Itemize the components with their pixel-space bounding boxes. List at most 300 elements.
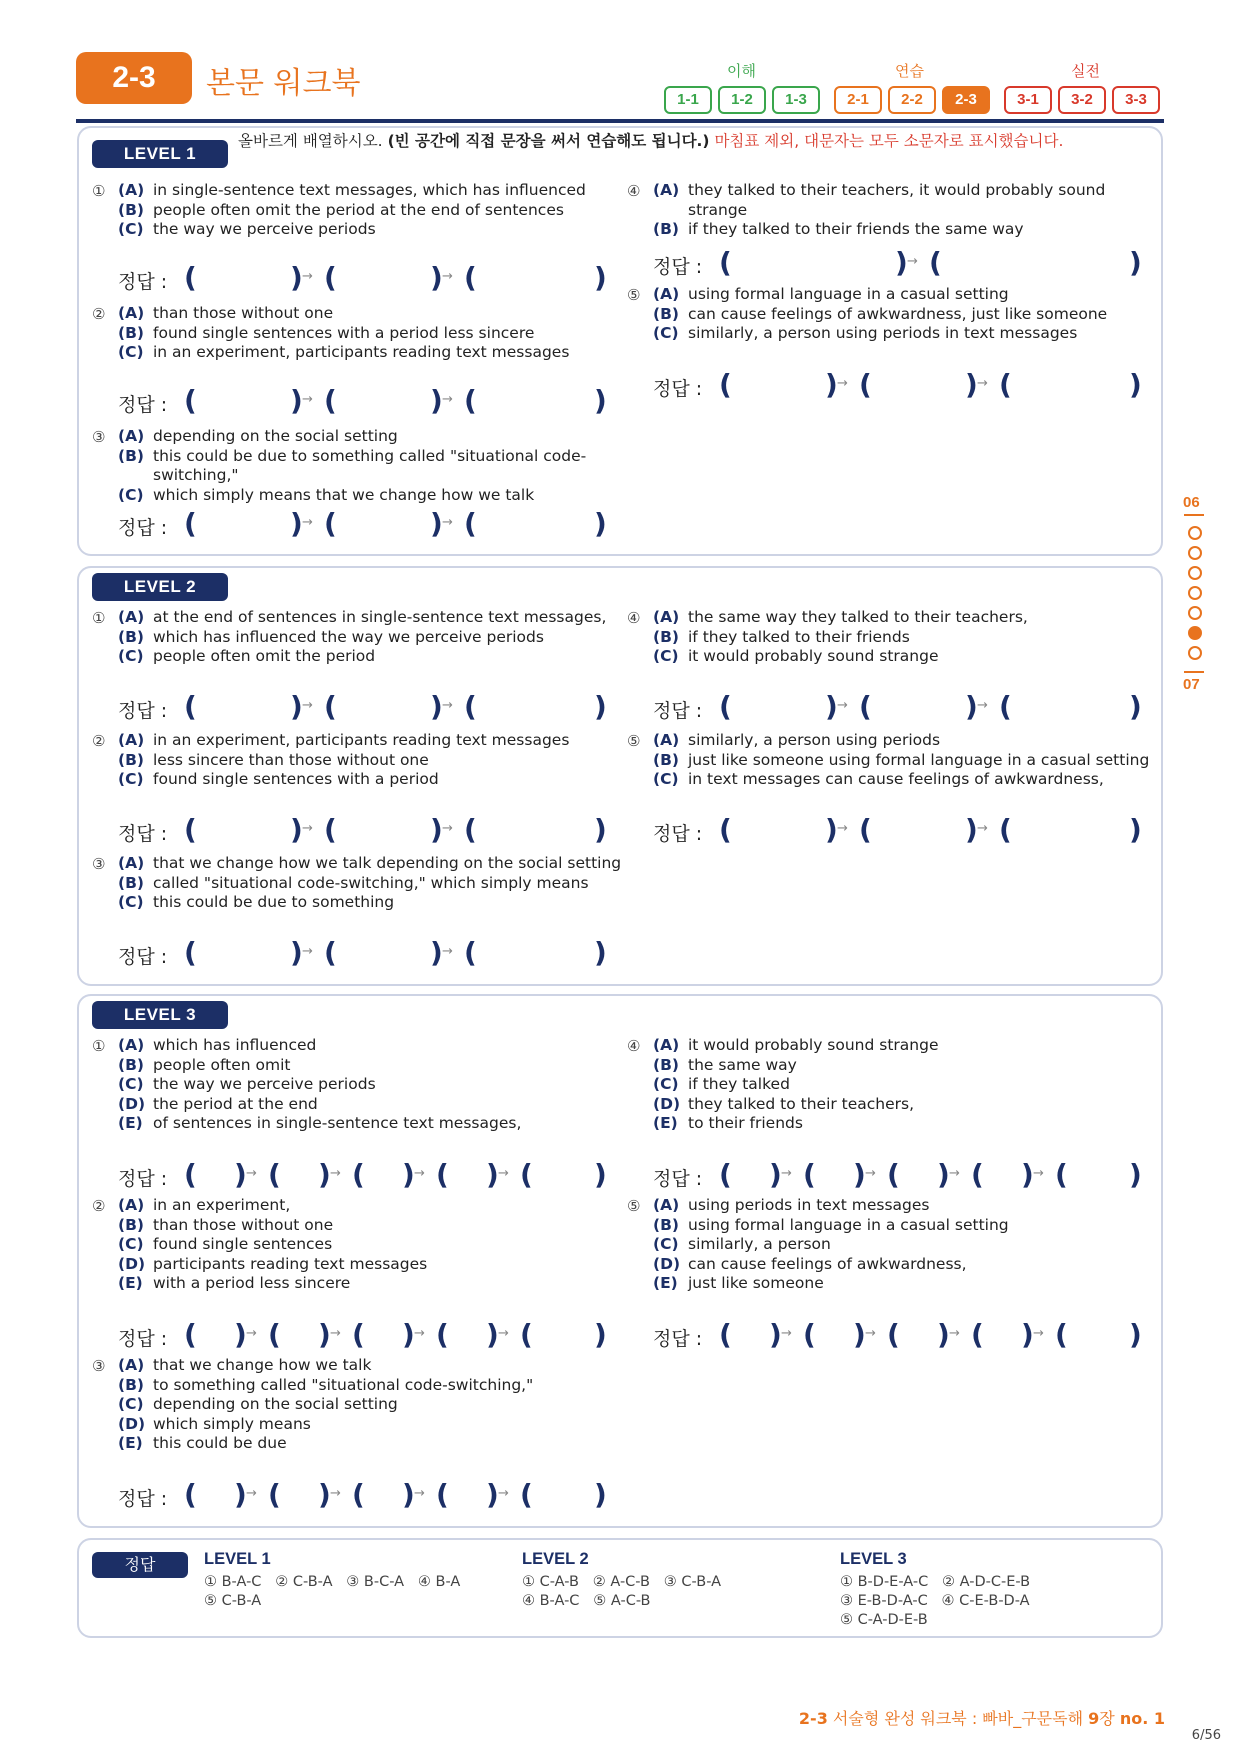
- choice-item: [118, 1196, 628, 1216]
- choice-tag: (B): [118, 750, 144, 769]
- close-paren: ): [594, 507, 607, 540]
- open-paren: (: [999, 813, 1012, 846]
- choice-tag: (B): [118, 446, 144, 465]
- choice-tag: (A): [118, 1356, 145, 1374]
- arrow-icon: →: [442, 944, 453, 959]
- open-paren: (: [324, 384, 337, 417]
- close-paren: ): [1021, 1158, 1034, 1191]
- open-paren: (: [436, 1158, 449, 1191]
- close-paren: ): [486, 1318, 499, 1351]
- arrow-icon: →: [414, 1486, 425, 1501]
- arrow-icon: →: [302, 944, 313, 959]
- choice-item: [118, 1255, 628, 1275]
- open-paren: (: [268, 1318, 281, 1351]
- choice-text: which has influenced the way we perceive periods: [153, 627, 544, 646]
- close-paren: ): [594, 384, 607, 417]
- choice-text: similarly, a person using periods in text messages: [688, 324, 1078, 342]
- choice-item: [653, 181, 1163, 220]
- choice-item: [653, 1095, 1163, 1115]
- arrow-icon: →: [246, 1326, 257, 1341]
- choice-item: [118, 1356, 628, 1376]
- answer-label: 정답 :: [118, 394, 168, 416]
- answer-key-level2-line: ① C-A-B ② A-C-B ③ C-B-A: [522, 1574, 722, 1590]
- arrow-icon: →: [302, 392, 313, 407]
- choice-text: it would probably sound strange: [688, 1036, 939, 1054]
- level2-question-1: [92, 608, 628, 667]
- answer-key-level3-line: ① B-D-E-A-C ② A-D-C-E-B: [840, 1574, 1031, 1590]
- choice-item: [118, 1395, 628, 1415]
- open-paren: (: [999, 690, 1012, 723]
- close-paren: ): [318, 1318, 331, 1351]
- choice-item: [118, 324, 628, 344]
- open-paren: (: [464, 813, 477, 846]
- choice-tag: (C): [118, 485, 144, 504]
- choice-tag: (A): [653, 731, 680, 749]
- nav-button-2-1[interactable]: 2-1: [834, 86, 882, 114]
- level1-answer-2[interactable]: [118, 386, 608, 418]
- answer-key-level1-line: ⑤ C-B-A: [204, 1593, 262, 1609]
- arrow-icon: →: [907, 254, 918, 269]
- close-paren: ): [1129, 1158, 1142, 1191]
- choice-item: [118, 181, 628, 201]
- arrow-icon: →: [442, 698, 453, 713]
- choice-tag: (D): [653, 1254, 681, 1273]
- question-number: ①: [92, 609, 106, 627]
- arrow-icon: →: [837, 376, 848, 391]
- choice-text: that we change how we talk depending on the social setting: [153, 854, 622, 872]
- open-paren: (: [352, 1158, 365, 1191]
- question-number: ②: [92, 732, 106, 750]
- open-paren: (: [352, 1318, 365, 1351]
- arrow-icon: →: [246, 1486, 257, 1501]
- side-nav-dot[interactable]: [1188, 566, 1202, 580]
- level2-question-2: [92, 731, 628, 790]
- arrow-icon: →: [865, 1326, 876, 1341]
- choice-tag: (C): [653, 770, 679, 788]
- choice-text: this could be due to something called "situational code-switching,": [153, 446, 587, 484]
- nav-button-1-3[interactable]: 1-3: [772, 86, 820, 114]
- choice-tag: (B): [118, 1055, 144, 1074]
- open-paren: (: [719, 1158, 732, 1191]
- nav-button-2-2[interactable]: 2-2: [888, 86, 936, 114]
- choice-item: [653, 1075, 1163, 1095]
- choice-text: people often omit: [153, 1055, 291, 1074]
- close-paren: ): [430, 261, 443, 294]
- level2-answer-3[interactable]: [118, 938, 608, 970]
- close-paren: ): [769, 1318, 782, 1351]
- open-paren: (: [184, 813, 197, 846]
- choice-item: [118, 608, 628, 628]
- side-nav-dot[interactable]: [1188, 626, 1202, 640]
- answer-key-level1: [204, 1550, 460, 1611]
- open-paren: (: [803, 1158, 816, 1191]
- answer-label: 정답 :: [653, 1328, 703, 1350]
- choice-text: people often omit the period: [153, 647, 376, 665]
- choice-item: [653, 1114, 1163, 1134]
- choice-text: found single sentences: [153, 1235, 333, 1253]
- choice-text: in an experiment, participants reading text messages: [153, 731, 570, 749]
- choice-item: [118, 1415, 628, 1435]
- arrow-icon: →: [330, 1326, 341, 1341]
- close-paren: ): [895, 246, 908, 279]
- nav-button-1-1[interactable]: 1-1: [664, 86, 712, 114]
- close-paren: ): [430, 384, 443, 417]
- choice-item: [118, 220, 628, 240]
- open-paren: (: [999, 368, 1012, 401]
- answer-label: 정답 :: [653, 1168, 703, 1190]
- close-paren: ): [594, 690, 607, 723]
- choice-tag: (A): [118, 427, 145, 445]
- level3-question-2: [92, 1196, 628, 1294]
- choice-item: [118, 1216, 628, 1236]
- choice-tag: (B): [118, 200, 144, 219]
- choice-tag: (A): [118, 731, 145, 749]
- choice-text: using periods in text messages: [688, 1196, 930, 1214]
- choice-text: they talked to their teachers, it would probably sound strange: [688, 181, 1106, 219]
- choice-tag: (C): [653, 1075, 679, 1093]
- choice-item: [118, 201, 628, 221]
- level3-answer-5[interactable]: [653, 1320, 1143, 1352]
- group-label-understand: 이해: [727, 62, 756, 80]
- instruction: 올바르게 배열하시오. (빈 공간에 직접 문장을 써서 연습해도 됩니다.) 마침표 제외, 대문자는 모두 소문자로 표시했습니다.: [238, 132, 1064, 150]
- close-paren: ): [430, 813, 443, 846]
- arrow-icon: →: [302, 515, 313, 530]
- choice-tag: (C): [118, 893, 144, 911]
- side-nav-dot[interactable]: [1188, 646, 1202, 660]
- level1-question-5: [627, 285, 1163, 344]
- open-paren: (: [268, 1478, 281, 1511]
- close-paren: ): [594, 261, 607, 294]
- choice-tag: (C): [653, 647, 679, 665]
- choice-item: [653, 324, 1163, 344]
- close-paren: ): [430, 507, 443, 540]
- arrow-icon: →: [330, 1486, 341, 1501]
- answer-label: 정답 :: [118, 1328, 168, 1350]
- open-paren: (: [184, 1318, 197, 1351]
- level3-badge: LEVEL 3: [92, 1001, 228, 1029]
- arrow-icon: →: [442, 515, 453, 530]
- choice-item: [653, 1216, 1163, 1236]
- side-nav-dot[interactable]: [1188, 546, 1202, 560]
- arrow-icon: →: [498, 1326, 509, 1341]
- choice-text: found single sentences with a period less sincere: [153, 323, 535, 342]
- answer-key-level2-title: LEVEL 2: [522, 1550, 589, 1568]
- arrow-icon: →: [1033, 1326, 1044, 1341]
- answer-label: 정답 :: [118, 700, 168, 722]
- arrow-icon: →: [949, 1166, 960, 1181]
- answer-key-level1-title: LEVEL 1: [204, 1550, 271, 1568]
- choice-item: [653, 1196, 1163, 1216]
- choice-tag: (A): [653, 285, 680, 303]
- choice-text: found single sentences with a period: [153, 770, 439, 788]
- close-paren: ): [430, 936, 443, 969]
- choice-tag: (C): [118, 220, 144, 238]
- choice-item: [653, 1036, 1163, 1056]
- open-paren: (: [324, 690, 337, 723]
- choice-text: it would probably sound strange: [688, 647, 939, 665]
- level1-question-4: [627, 181, 1163, 240]
- nav-button-2-3-active[interactable]: 2-3: [942, 86, 990, 114]
- side-nav-dot[interactable]: [1188, 526, 1202, 540]
- choice-text: just like someone using formal language in a casual setting: [688, 750, 1150, 769]
- choice-text: than those without one: [153, 304, 334, 322]
- close-paren: ): [594, 813, 607, 846]
- level2-badge: LEVEL 2: [92, 573, 228, 601]
- close-paren: ): [1021, 1318, 1034, 1351]
- choice-text: in an experiment, participants reading text messages: [153, 343, 570, 361]
- open-paren: (: [803, 1318, 816, 1351]
- level3-question-4: [627, 1036, 1163, 1134]
- close-paren: ): [937, 1318, 950, 1351]
- level3-question-5: [627, 1196, 1163, 1294]
- open-paren: (: [719, 690, 732, 723]
- close-paren: ): [290, 690, 303, 723]
- choice-text: in single-sentence text messages, which has influenced: [153, 181, 586, 199]
- choice-tag: (A): [653, 608, 680, 626]
- choice-item: [118, 731, 628, 751]
- choice-tag: (A): [118, 1036, 145, 1054]
- choice-tag: (B): [653, 1055, 679, 1074]
- close-paren: ): [290, 261, 303, 294]
- choice-item: [118, 343, 628, 363]
- choice-tag: (A): [653, 1196, 680, 1214]
- choice-tag: (E): [118, 1114, 143, 1132]
- arrow-icon: →: [977, 698, 988, 713]
- arrow-icon: →: [977, 376, 988, 391]
- choice-text: which simply means that we change how we talk: [153, 485, 535, 504]
- close-paren: ): [965, 813, 978, 846]
- answer-key-badge: 정답: [92, 1552, 188, 1578]
- choice-item: [118, 1114, 628, 1134]
- choice-tag: (D): [118, 1094, 146, 1113]
- level1-question-1: [92, 181, 628, 240]
- close-paren: ): [402, 1478, 415, 1511]
- answer-label: 정답 :: [118, 823, 168, 845]
- choice-text: the same way: [688, 1055, 797, 1074]
- open-paren: (: [719, 813, 732, 846]
- open-paren: (: [719, 368, 732, 401]
- group-label-real: 실전: [1071, 62, 1100, 80]
- answer-label: 정답 :: [653, 700, 703, 722]
- arrow-icon: →: [865, 1166, 876, 1181]
- choice-text: the same way they talked to their teachers,: [688, 608, 1028, 626]
- choice-tag: (C): [118, 647, 144, 665]
- choice-item: [118, 628, 628, 648]
- level1-answer-3[interactable]: [118, 509, 608, 541]
- close-paren: ): [486, 1158, 499, 1191]
- choice-item: [653, 628, 1163, 648]
- choice-item: [118, 1095, 628, 1115]
- question-number: ⑤: [627, 1197, 641, 1215]
- choice-item: [118, 1235, 628, 1255]
- arrow-icon: →: [442, 392, 453, 407]
- choice-item: [118, 770, 628, 790]
- header-divider: [76, 119, 1164, 123]
- open-paren: (: [971, 1158, 984, 1191]
- arrow-icon: →: [949, 1326, 960, 1341]
- choice-tag: (C): [653, 324, 679, 342]
- choice-text: similarly, a person: [688, 1235, 831, 1253]
- choice-tag: (B): [653, 220, 679, 238]
- open-paren: (: [184, 261, 197, 294]
- choice-tag: (B): [653, 304, 679, 323]
- choice-text: people often omit the period at the end of sentences: [153, 200, 564, 219]
- nav-button-3-1[interactable]: 3-1: [1004, 86, 1052, 114]
- question-number: ③: [92, 855, 106, 873]
- arrow-icon: →: [498, 1166, 509, 1181]
- choice-text: which has influenced: [153, 1036, 317, 1054]
- choice-item: [653, 305, 1163, 325]
- open-paren: (: [436, 1478, 449, 1511]
- choice-text: they talked to their teachers,: [688, 1094, 915, 1113]
- open-paren: (: [184, 1158, 197, 1191]
- choice-item: [118, 893, 628, 913]
- close-paren: ): [769, 1158, 782, 1191]
- answer-key-level3-line: ③ E-B-D-A-C ④ C-E-B-D-A: [840, 1593, 1030, 1609]
- level1-answer-4[interactable]: [653, 248, 1143, 280]
- choice-item: [653, 770, 1163, 790]
- open-paren: (: [520, 1318, 533, 1351]
- choice-text: using formal language in a casual setting: [688, 285, 1009, 303]
- open-paren: (: [464, 507, 477, 540]
- choice-text: using formal language in a casual setting: [688, 1215, 1009, 1234]
- choice-text: which simply means: [153, 1414, 311, 1433]
- open-paren: (: [520, 1478, 533, 1511]
- level2-question-3: [92, 854, 628, 913]
- answer-key-level2: [522, 1550, 721, 1611]
- answer-key-level2-line: ④ B-A-C ⑤ A-C-B: [522, 1593, 651, 1609]
- close-paren: ): [402, 1318, 415, 1351]
- choice-item: [118, 874, 628, 894]
- choice-item: [653, 731, 1163, 751]
- choice-item: [118, 304, 628, 324]
- side-nav-dot[interactable]: [1188, 586, 1202, 600]
- choice-tag: (B): [653, 1215, 679, 1234]
- close-paren: ): [1129, 1318, 1142, 1351]
- nav-button-3-2[interactable]: 3-2: [1058, 86, 1106, 114]
- level2-answer-5[interactable]: [653, 815, 1143, 847]
- open-paren: (: [184, 507, 197, 540]
- choice-tag: (D): [118, 1414, 146, 1433]
- choice-tag: (E): [118, 1274, 143, 1292]
- open-paren: (: [324, 261, 337, 294]
- close-paren: ): [486, 1478, 499, 1511]
- close-paren: ): [1129, 368, 1142, 401]
- choice-tag: (B): [653, 627, 679, 646]
- choice-item: [653, 751, 1163, 771]
- close-paren: ): [937, 1158, 950, 1191]
- page-number: 6/56: [1191, 1728, 1221, 1743]
- choice-item: [653, 1235, 1163, 1255]
- close-paren: ): [234, 1478, 247, 1511]
- question-number: ③: [92, 428, 106, 446]
- question-number: ①: [92, 182, 106, 200]
- open-paren: (: [324, 813, 337, 846]
- arrow-icon: →: [1033, 1166, 1044, 1181]
- choice-item: [118, 1036, 628, 1056]
- choice-item: [653, 1056, 1163, 1076]
- level3-answer-1[interactable]: [118, 1160, 608, 1192]
- close-paren: ): [290, 507, 303, 540]
- side-nav-top-number: 06: [1183, 494, 1200, 511]
- choice-text: if they talked to their friends: [688, 627, 910, 646]
- level2-answer-2[interactable]: [118, 815, 608, 847]
- choice-text: depending on the social setting: [153, 427, 398, 445]
- side-nav-dot[interactable]: [1188, 606, 1202, 620]
- close-paren: ): [234, 1318, 247, 1351]
- open-paren: (: [464, 384, 477, 417]
- close-paren: ): [594, 1478, 607, 1511]
- choice-tag: (B): [118, 873, 144, 892]
- answer-key-level1-line: ① B-A-C ② C-B-A ③ B-C-A ④ B-A: [204, 1574, 461, 1590]
- level3-answer-2[interactable]: [118, 1320, 608, 1352]
- choice-item: [118, 447, 628, 486]
- answer-label: 정답 :: [118, 1488, 168, 1510]
- footer: 2-3 서술형 완성 워크북 : 빠바_구문독해 9장 no. 1: [798, 1709, 1165, 1728]
- close-paren: ): [825, 690, 838, 723]
- choice-tag: (C): [118, 1395, 144, 1413]
- close-paren: ): [825, 813, 838, 846]
- arrow-icon: →: [498, 1486, 509, 1501]
- question-number: ④: [627, 1037, 641, 1055]
- choice-item: [118, 1274, 628, 1294]
- choice-item: [653, 285, 1163, 305]
- open-paren: (: [859, 813, 872, 846]
- choice-text: can cause feelings of awkwardness, just like someone: [688, 304, 1108, 323]
- arrow-icon: →: [302, 698, 313, 713]
- open-paren: (: [184, 936, 197, 969]
- nav-button-3-3[interactable]: 3-3: [1112, 86, 1160, 114]
- level3-answer-3[interactable]: [118, 1480, 608, 1512]
- open-paren: (: [887, 1318, 900, 1351]
- choice-tag: (D): [653, 1094, 681, 1113]
- choice-item: [653, 1274, 1163, 1294]
- choice-tag: (A): [653, 181, 680, 199]
- arrow-icon: →: [781, 1326, 792, 1341]
- arrow-icon: →: [837, 698, 848, 713]
- open-paren: (: [184, 384, 197, 417]
- close-paren: ): [1129, 690, 1142, 723]
- level1-question-3: [92, 427, 628, 505]
- arrow-icon: →: [837, 821, 848, 836]
- choice-text: the way we perceive periods: [153, 1075, 376, 1093]
- choice-tag: (B): [118, 323, 144, 342]
- open-paren: (: [1055, 1318, 1068, 1351]
- level2-answer-4[interactable]: [653, 692, 1143, 724]
- open-paren: (: [436, 1318, 449, 1351]
- open-paren: (: [464, 690, 477, 723]
- choice-item: [118, 427, 628, 447]
- open-paren: (: [324, 936, 337, 969]
- open-paren: (: [859, 690, 872, 723]
- close-paren: ): [430, 690, 443, 723]
- choice-text: similarly, a person using periods: [688, 731, 941, 749]
- open-paren: (: [184, 690, 197, 723]
- choice-item: [118, 647, 628, 667]
- answer-label: 정답 :: [653, 378, 703, 400]
- nav-button-1-2[interactable]: 1-2: [718, 86, 766, 114]
- level2-answer-1[interactable]: [118, 692, 608, 724]
- arrow-icon: →: [442, 821, 453, 836]
- arrow-icon: →: [442, 269, 453, 284]
- level1-answer-5[interactable]: [653, 370, 1143, 402]
- level3-answer-4[interactable]: [653, 1160, 1143, 1192]
- choice-text: to something called "situational code-switching,": [153, 1375, 534, 1394]
- close-paren: ): [594, 1158, 607, 1191]
- arrow-icon: →: [246, 1166, 257, 1181]
- level1-answer-1[interactable]: [118, 263, 608, 295]
- choice-text: participants reading text messages: [153, 1254, 428, 1273]
